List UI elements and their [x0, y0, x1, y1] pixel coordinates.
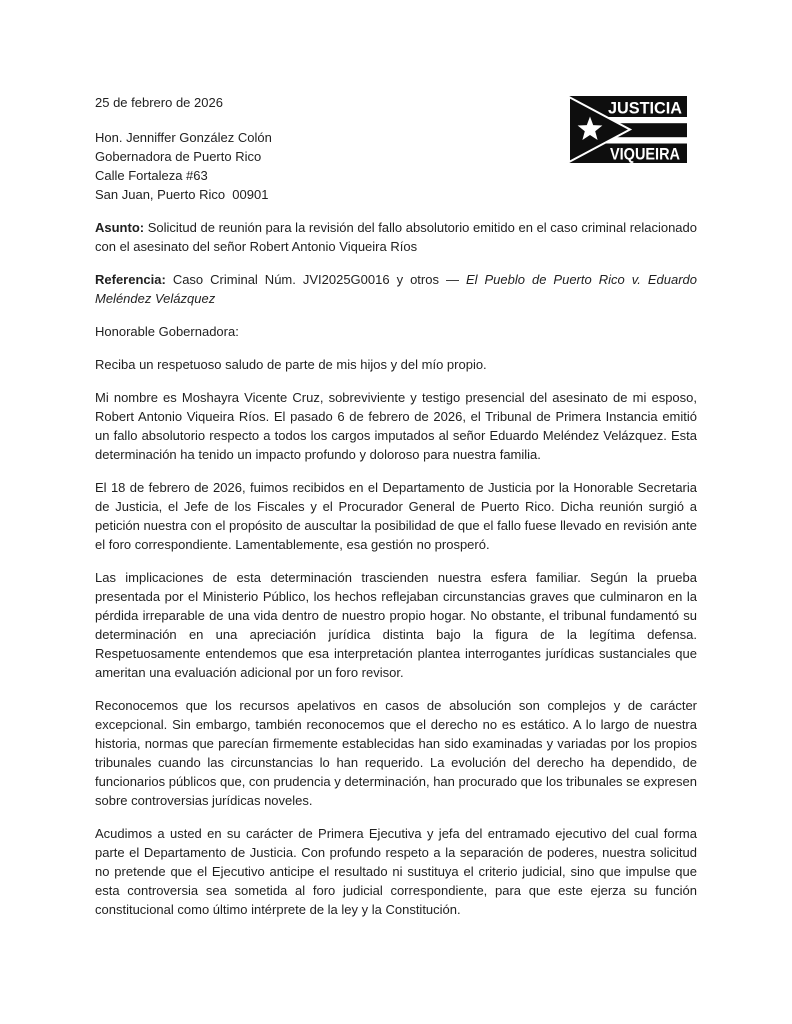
reference-line: [95, 270, 697, 308]
letter-body: [95, 93, 697, 933]
recipient-street: Calle Fortaleza #63: [95, 168, 208, 183]
recipient-address-block: [95, 128, 697, 204]
paragraph-introduction: Mi nombre es Moshayra Vicente Cruz, sobreviviente y testigo presencial del asesinato de mi esposo, Robert Antonio Viqueira Ríos. El pasado 6 de febrero de 2026, el Tribunal de Primera Instancia emitió un fallo absolutorio respecto a todos los cargos imputados al señor Eduardo Meléndez Velázquez. Esta determinación ha tenido un impacto profundo y doloroso para nuestra familia.: [95, 390, 697, 462]
logo-word-justicia: JUSTICIA: [608, 99, 683, 118]
paragraph-implications: Las implicaciones de esta determinación trascienden nuestra esfera familiar. Según la prueba presentada por el Ministerio Público, los hechos reflejaban circunstancias graves que culminaron en la pérdida irreparable de una vida dentro de nuestro propio hogar. No obstante, el tribunal fundamentó su determinación en una apreciación jurídica distinta bajo la figura de la legítima defensa. Respetuosamente entendemos que esa interpretación plantea interrogantes jurídicas sustanciales que ameritan una evaluación adicional por un foro revisor.: [95, 570, 697, 680]
paragraph-request: Acudimos a usted en su carácter de Primera Ejecutiva y jefa del entramado ejecutivo del cual forma parte el Departamento de Justicia. Con profundo respeto a la separación de poderes, nuestra solicitud no pretende que el Ejecutivo anticipe el resultado ni sustituya el criterio judicial, sino que impulse que esta controversia sea sometida al foro judicial correspondiente, para que este ejerza su función constitucional como último intérprete de la ley y la Constitución.: [95, 826, 697, 917]
logo-word-viqueira: VIQUEIRA: [610, 145, 681, 163]
paragraph-greeting: Reciba un respetuoso saludo de parte de mis hijos y del mío propio.: [95, 357, 487, 372]
subject-line: [95, 218, 697, 256]
recipient-name: Hon. Jenniffer González Colón: [95, 130, 272, 145]
reference-case-name: El Pueblo de Puerto Rico v. Eduardo Meléndez Velázquez: [95, 272, 697, 306]
reference-label: Referencia:: [95, 272, 166, 287]
reference-text: Caso Criminal Núm. JVI2025G0016 y otros —: [172, 272, 466, 287]
recipient-title: Gobernadora de Puerto Rico: [95, 149, 262, 164]
paragraph-justice-meeting: El 18 de febrero de 2026, fuimos recibidos en el Departamento de Justicia por la Honorable Secretaria de Justicia, el Jefe de los Fiscales y el Procurador General de Puerto Rico. Dicha reunión surgió a petición nuestra con el propósito de auscultar la posibilidad de que el fallo fuese llevado en revisión ante el foro correspondiente. Lamentablemente, esa gestión no prosperó.: [95, 480, 697, 552]
recipient-city: San Juan, Puerto Rico 00901: [95, 187, 269, 202]
subject-label: Asunto:: [95, 220, 145, 235]
letter-date: 25 de febrero de 2026: [95, 95, 223, 110]
paragraph-appeals: Reconocemos que los recursos apelativos en casos de absolución son complejos y de carácter excepcional. Sin embargo, también reconocemos que el derecho no es estático. A lo largo de nuestra historia, normas que parecían firmemente establecidas han sido examinadas y variadas por los propios tribunales cuando las circunstancias lo han requerido. La evolución del derecho ha dependido, de funcionarios públicos que, con prudencia y determinación, han procurado que los tribunales se expresen sobre controversias jurídicas noveles.: [95, 698, 697, 808]
salutation: Honorable Gobernadora:: [95, 324, 239, 339]
subject-text: Solicitud de reunión para la revisión del fallo absolutorio emitido en el caso criminal relacionado con el asesinato del señor Robert Antonio Viqueira Ríos: [95, 220, 697, 254]
